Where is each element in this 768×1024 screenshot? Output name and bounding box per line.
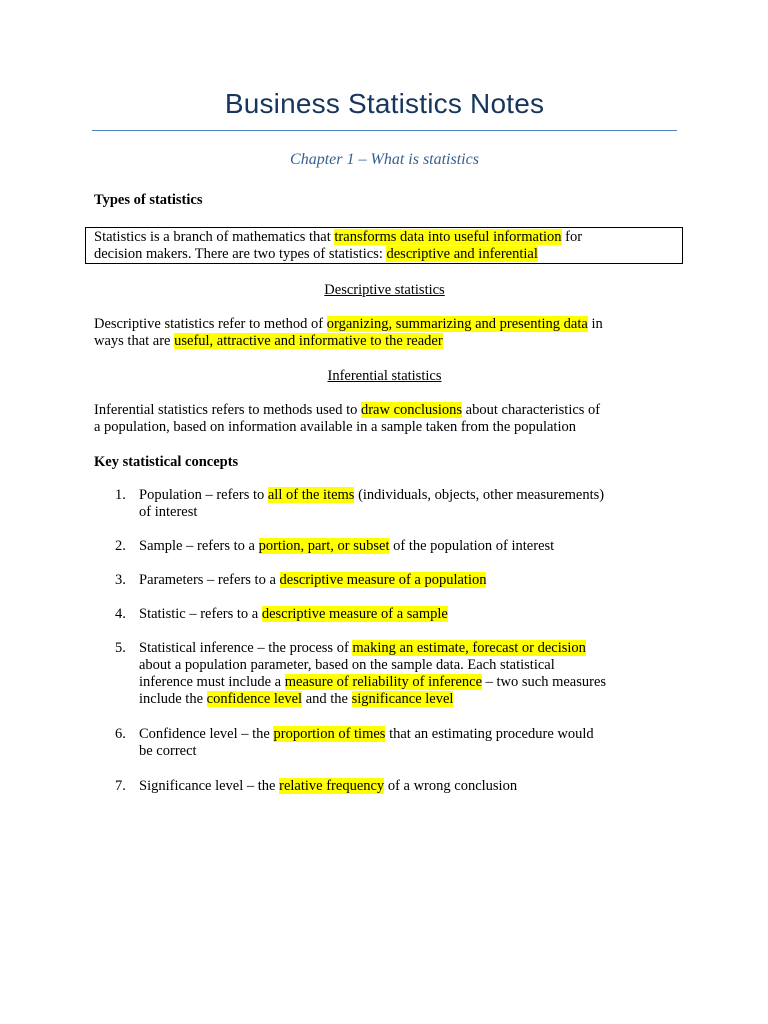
highlight: making an estimate, forecast or decision xyxy=(352,640,586,656)
key-concepts-heading: Key statistical concepts xyxy=(94,454,239,470)
highlight: all of the items xyxy=(267,487,355,503)
list-item-line: of interest xyxy=(139,504,198,520)
highlight: organizing, summarizing and presenting data xyxy=(326,316,588,332)
list-item-line xyxy=(139,726,679,743)
item-text: inference must include a xyxy=(139,674,285,690)
item-text: Confidence level – the xyxy=(139,726,274,742)
item-text: Population – refers to xyxy=(139,487,268,503)
list-item-line xyxy=(139,606,679,623)
highlight: descriptive and inferential xyxy=(386,246,538,262)
types-of-statistics-heading: Types of statistics xyxy=(94,192,203,208)
list-item-line: about a population parameter, based on the sample data. Each statistical xyxy=(139,657,555,673)
highlight: useful, attractive and informative to the reader xyxy=(174,333,443,349)
definition-text: for xyxy=(561,229,583,245)
inferential-statistics-subheading: Inferential statistics xyxy=(327,368,442,384)
list-number: 3. xyxy=(115,572,126,588)
highlight: proportion of times xyxy=(273,726,386,742)
definition-line-2 xyxy=(94,246,682,263)
list-item-text xyxy=(139,726,679,760)
paragraph-line xyxy=(94,402,684,419)
list-number: 7. xyxy=(115,778,126,794)
definition-box xyxy=(85,227,683,264)
list-item-text xyxy=(139,538,679,555)
paragraph-text: ways that are xyxy=(94,333,175,349)
item-text: include the xyxy=(139,691,207,707)
item-text: that an estimating procedure would xyxy=(385,726,594,742)
highlight: draw conclusions xyxy=(360,402,463,418)
list-item-line xyxy=(139,691,679,708)
paragraph-line: a population, based on information available in a sample taken from the population xyxy=(94,419,576,435)
list-item-text xyxy=(139,778,679,795)
highlight: relative frequency xyxy=(279,778,385,794)
list-item-text xyxy=(139,487,679,521)
item-text: Significance level – the xyxy=(139,778,280,794)
list-item-line: be correct xyxy=(139,743,197,759)
list-item-text xyxy=(139,572,679,589)
paragraph-text: Descriptive statistics refer to method of xyxy=(94,316,327,332)
descriptive-paragraph xyxy=(94,316,684,350)
list-item-line xyxy=(139,674,679,691)
list-item-line xyxy=(139,640,679,657)
paragraph-text: about characteristics of xyxy=(462,402,601,418)
paragraph-text: Inferential statistics refers to methods used to xyxy=(94,402,361,418)
list-item-line xyxy=(139,487,679,504)
definition-text: decision makers. There are two types of statistics: xyxy=(94,246,387,262)
inferential-paragraph xyxy=(94,402,684,436)
highlight: measure of reliability of inference xyxy=(284,674,483,690)
list-number: 4. xyxy=(115,606,126,622)
highlight: descriptive measure of a sample xyxy=(261,606,448,622)
highlight: portion, part, or subset xyxy=(258,538,390,554)
document-title: Business Statistics Notes xyxy=(224,88,545,119)
item-text: Sample – refers to a xyxy=(139,538,259,554)
list-item-text xyxy=(139,640,679,708)
item-text: of the population of interest xyxy=(389,538,555,554)
chapter-heading: Chapter 1 – What is statistics xyxy=(290,151,479,168)
list-number: 5. xyxy=(115,640,126,656)
definition-text: Statistics is a branch of mathematics that xyxy=(94,229,335,245)
list-item-text xyxy=(139,606,679,623)
item-text: (individuals, objects, other measurements) xyxy=(354,487,605,503)
list-item-line xyxy=(139,572,679,589)
item-text: and the xyxy=(302,691,352,707)
item-text: Statistical inference – the process of xyxy=(139,640,353,656)
title-divider xyxy=(92,130,677,131)
paragraph-line xyxy=(94,316,684,333)
list-item-line xyxy=(139,538,679,555)
list-number: 2. xyxy=(115,538,126,554)
item-text: Statistic – refers to a xyxy=(139,606,262,622)
highlight: confidence level xyxy=(206,691,303,707)
list-number: 1. xyxy=(115,487,126,503)
highlight: descriptive measure of a population xyxy=(279,572,487,588)
item-text: Parameters – refers to a xyxy=(139,572,280,588)
list-item-line xyxy=(139,778,679,795)
paragraph-line xyxy=(94,333,684,350)
paragraph-text: in xyxy=(587,316,603,332)
highlight: transforms data into useful information xyxy=(334,229,562,245)
descriptive-statistics-subheading: Descriptive statistics xyxy=(324,282,445,298)
list-number: 6. xyxy=(115,726,126,742)
highlight: significance level xyxy=(351,691,454,707)
item-text: of a wrong conclusion xyxy=(384,778,518,794)
item-text: – two such measures xyxy=(482,674,607,690)
definition-line-1 xyxy=(94,229,682,246)
